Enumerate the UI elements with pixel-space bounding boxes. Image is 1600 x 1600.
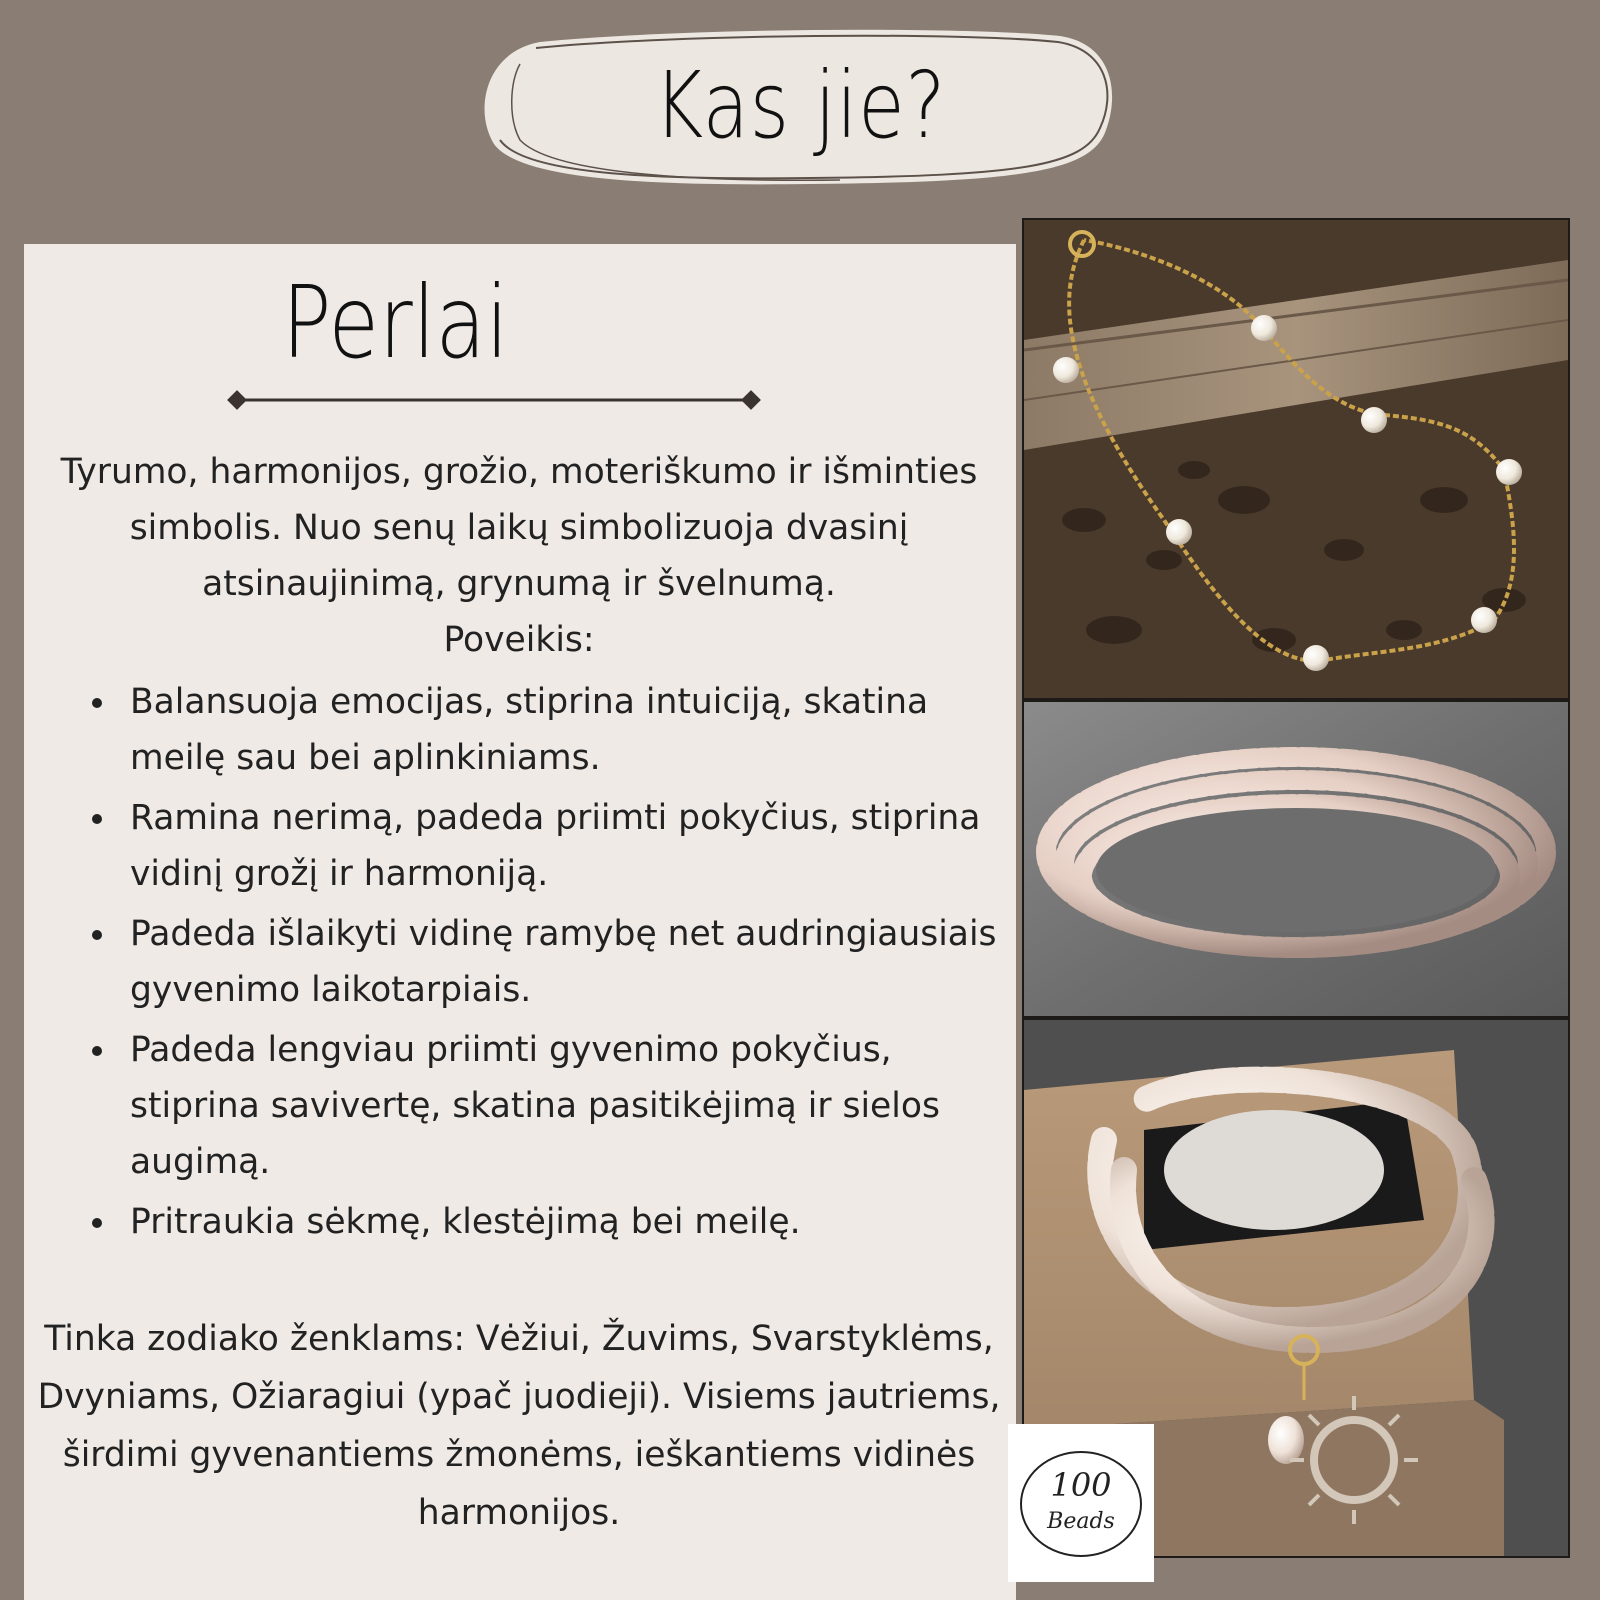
effect-text: Balansuoja emocijas, stiprina intuiciją, skatina meilę sau bei aplinkiniams. <box>130 682 929 778</box>
page-title: Kas jie? <box>653 52 947 159</box>
effect-text: Padeda išlaikyti vidinę ramybę net audringiausiais gyvenimo laikotarpiais. <box>130 914 997 1010</box>
list-item <box>74 906 1004 1018</box>
effects-list <box>74 674 1004 1254</box>
list-item <box>74 1194 1004 1250</box>
heading-divider <box>224 390 764 410</box>
gem-heading: Perlai <box>282 264 509 381</box>
bullet-icon <box>92 698 102 708</box>
list-item <box>74 790 1004 902</box>
brand-logo <box>1008 1424 1154 1582</box>
photo-pearl-strand <box>1022 700 1570 1018</box>
effect-text: Ramina nerimą, padeda priimti pokyčius, stiprina vidinį grožį ir harmoniją. <box>130 798 981 894</box>
bullet-icon <box>92 1218 102 1228</box>
logo-mark <box>1008 1424 1154 1582</box>
effect-text: Pritraukia sėkmę, klestėjimą bei meilę. <box>130 1202 801 1242</box>
pearl-strand-image <box>1024 702 1568 1016</box>
list-item <box>74 1022 1004 1190</box>
effects-label: Poveikis: <box>443 620 595 660</box>
intro-text: Tyrumo, harmonijos, grožio, moteriškumo ir išminties simbolis. Nuo senų laikų simbolizuoja dvasinį atsinaujinimą, grynumą ir švelnumą. <box>60 452 978 604</box>
title-blob <box>480 22 1120 192</box>
bullet-icon <box>92 1046 102 1056</box>
logo-word: Beads <box>1047 1509 1115 1534</box>
photo-chain-bracelet <box>1022 218 1570 700</box>
bullet-icon <box>92 930 102 940</box>
info-panel <box>24 244 1016 1600</box>
intro-paragraph <box>54 444 984 668</box>
zodiac-paragraph: Tinka zodiako ženklams: Vėžiui, Žuvims, Svarstyklėms, Dvyniams, Ožiaragiui (ypač juodieji). Visiems jautriems, širdimi gyvenantiems žmonėms, ieškantiems vidinės harmonijos. <box>37 1319 1001 1533</box>
list-item <box>74 674 1004 786</box>
logo-number: 100 <box>1050 1466 1112 1504</box>
chain-bracelet-image <box>1024 220 1568 698</box>
bullet-icon <box>92 814 102 824</box>
effect-text: Padeda lengviau priimti gyvenimo pokyčius, stiprina savivertę, skatina pasitikėjimą ir sielos augimą. <box>130 1030 940 1182</box>
